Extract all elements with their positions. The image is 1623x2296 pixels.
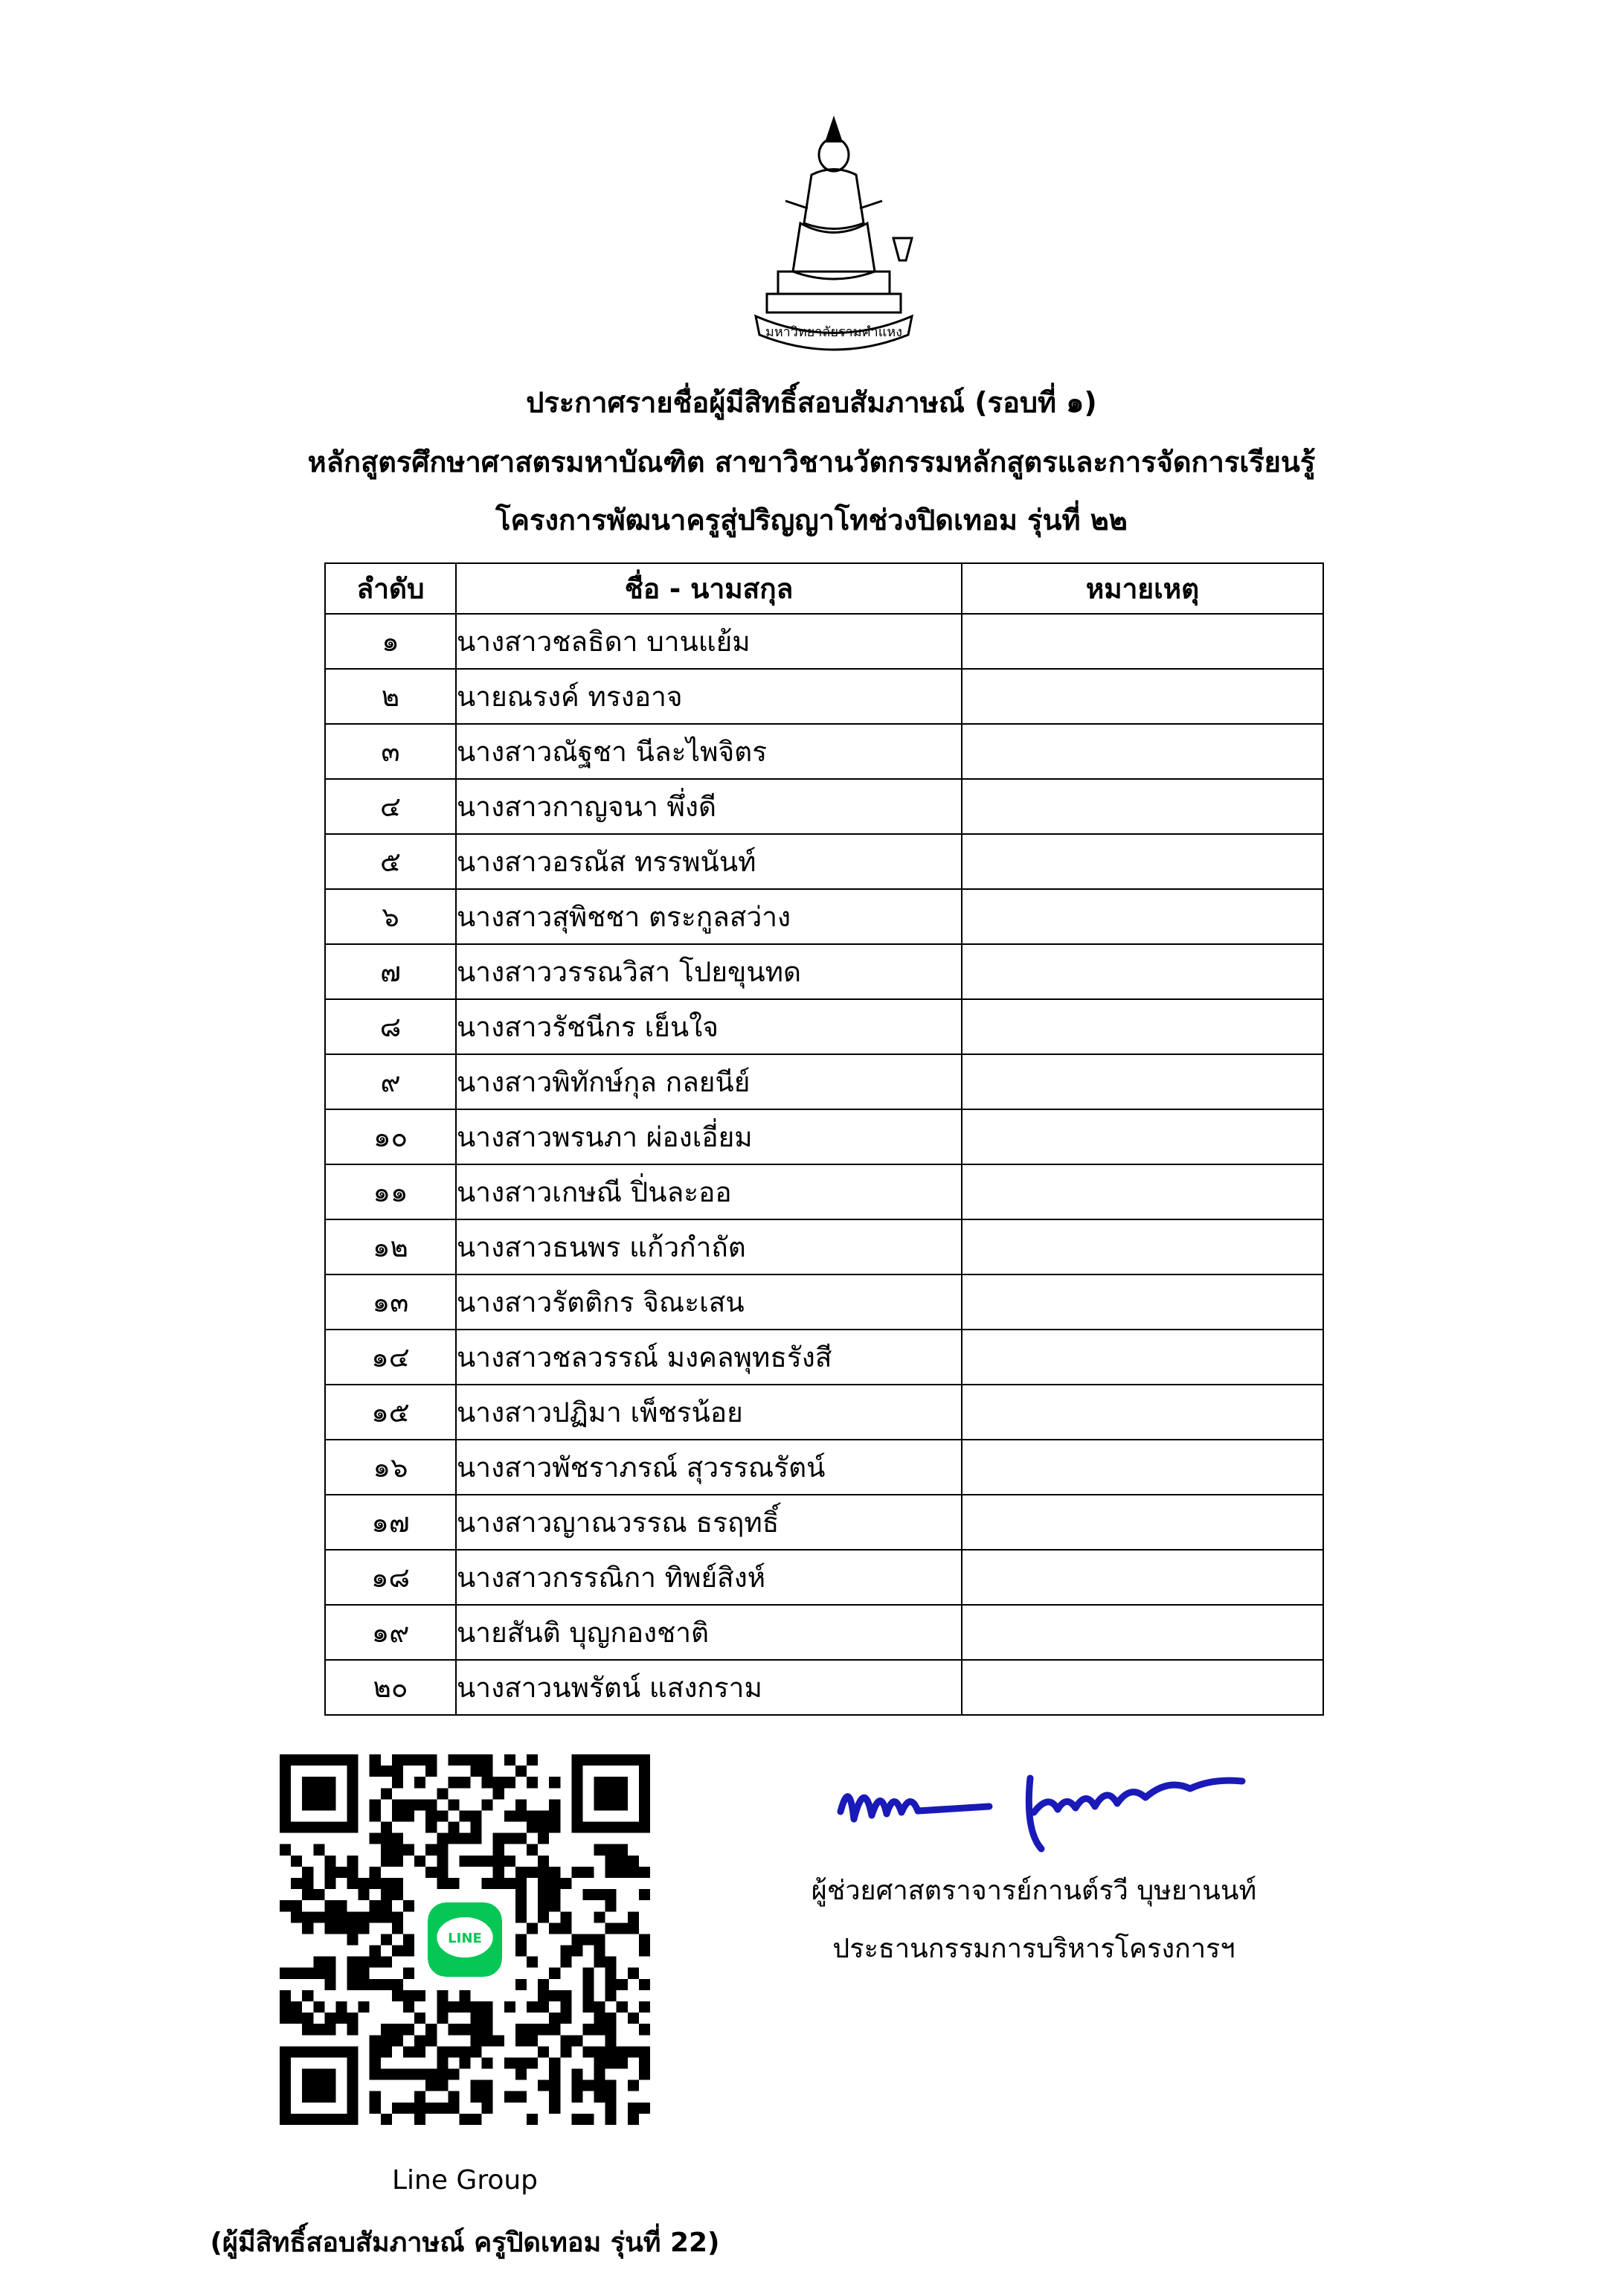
table-row: [325, 1440, 1323, 1495]
no-cell: ๑๘: [325, 1550, 456, 1605]
note-cell: [962, 1219, 1323, 1274]
note-cell: [962, 1054, 1323, 1109]
table-row: [325, 1385, 1323, 1440]
note-cell: [962, 1274, 1323, 1330]
name-cell: นางสาวชลธิดา บานแย้ม: [456, 614, 962, 669]
no-cell: ๗: [325, 944, 456, 999]
qr-note: (ผู้มีสิทธิ์สอบสัมภาษณ์ ครูปิดเทอม รุ่นที่ 22): [210, 2228, 720, 2258]
table-row: [325, 1164, 1323, 1219]
table-header-row: [325, 563, 1323, 614]
note-cell: [962, 1109, 1323, 1164]
table-row: [325, 944, 1323, 999]
column-header-note: หมายเหตุ: [962, 563, 1323, 614]
name-cell: นายณรงค์ ทรงอาจ: [456, 669, 962, 724]
note-cell: [962, 1330, 1323, 1385]
no-cell: ๑๖: [325, 1440, 456, 1495]
table-row: [325, 1054, 1323, 1109]
table-row: [325, 1274, 1323, 1330]
name-cell: นายสันติ บุญกองชาติ: [456, 1605, 962, 1660]
no-cell: ๖: [325, 889, 456, 944]
candidate-table: [324, 562, 1324, 1716]
no-cell: ๑๕: [325, 1385, 456, 1440]
table-row: [325, 1550, 1323, 1605]
no-cell: ๔: [325, 779, 456, 834]
name-cell: นางสาวปฏิมา เพ็ชรน้อย: [456, 1385, 962, 1440]
note-cell: [962, 779, 1323, 834]
note-cell: [962, 889, 1323, 944]
name-cell: นางสาวชลวรรณ์ มงคลพุทธรังสี: [456, 1330, 962, 1385]
table-row: [325, 999, 1323, 1054]
no-cell: ๑๓: [325, 1274, 456, 1330]
signer-name: ผู้ช่วยศาสตราจารย์กานต์รวี บุษยานนท์: [811, 1876, 1257, 1906]
name-cell: นางสาวญาณวรรณ ธรฤทธิ์: [456, 1495, 962, 1550]
no-cell: ๑๗: [325, 1495, 456, 1550]
no-cell: ๑๙: [325, 1605, 456, 1660]
name-cell: นางสาวณัฐชา นีละไพจิตร: [456, 724, 962, 779]
note-cell: [962, 614, 1323, 669]
name-cell: นางสาววรรณวิสา โปยขุนทด: [456, 944, 962, 999]
name-cell: นางสาวกาญจนา พึ่งดี: [456, 779, 962, 834]
note-cell: [962, 944, 1323, 999]
table-row: [325, 834, 1323, 889]
line-group-qr-code[interactable]: [280, 1754, 650, 2125]
note-cell: [962, 724, 1323, 779]
no-cell: ๑๒: [325, 1219, 456, 1274]
note-cell: [962, 669, 1323, 724]
no-cell: ๒: [325, 669, 456, 724]
project-title: โครงการพัฒนาครูสู่ปริญญาโทช่วงปิดเทอม รุ่นที่ ๒๒: [495, 504, 1128, 536]
name-cell: นางสาวนพรัตน์ แสงกราม: [456, 1660, 962, 1715]
table-row: [325, 1330, 1323, 1385]
name-cell: นางสาวธนพร แก้วกำถัต: [456, 1219, 962, 1274]
university-seal: [733, 112, 934, 357]
name-cell: นางสาวรัตติกร จิณะเสน: [456, 1274, 962, 1330]
no-cell: ๒๐: [325, 1660, 456, 1715]
table-row: [325, 1219, 1323, 1274]
note-cell: [962, 1385, 1323, 1440]
column-header-order: ลำดับ: [325, 563, 456, 614]
note-cell: [962, 1440, 1323, 1495]
note-cell: [962, 1550, 1323, 1605]
name-cell: นางสาวพิทักษ์กุล กลยนีย์: [456, 1054, 962, 1109]
table-row: [325, 614, 1323, 669]
no-cell: ๕: [325, 834, 456, 889]
note-cell: [962, 1605, 1323, 1660]
table-row: [325, 779, 1323, 834]
no-cell: ๑๑: [325, 1164, 456, 1219]
name-cell: นางสาวสุพิชชา ตระกูลสว่าง: [456, 889, 962, 944]
table-row: [325, 1660, 1323, 1715]
line-logo-text: LINE: [448, 1930, 482, 1946]
column-header-name: ชื่อ - นามสกุล: [456, 563, 962, 614]
no-cell: ๓: [325, 724, 456, 779]
no-cell: ๘: [325, 999, 456, 1054]
table-row: [325, 724, 1323, 779]
program-title: หลักสูตรศึกษาศาสตรมหาบัณฑิต สาขาวิชานวัตกรรมหลักสูตรและการจัดการเรียนรู้: [307, 446, 1316, 478]
note-cell: [962, 1660, 1323, 1715]
name-cell: นางสาวอรณัส ทรรพนันท์: [456, 834, 962, 889]
signer-position: ประธานกรรมการบริหารโครงการฯ: [832, 1934, 1235, 1964]
no-cell: ๑: [325, 614, 456, 669]
note-cell: [962, 834, 1323, 889]
name-cell: นางสาวรัชนีกร เย็นใจ: [456, 999, 962, 1054]
announcement-title: ประกาศรายชื่อผู้มีสิทธิ์สอบสัมภาษณ์ (รอบที่ ๑): [526, 386, 1097, 419]
table-row: [325, 1605, 1323, 1660]
table-row: [325, 889, 1323, 944]
name-cell: นางสาวพัชราภรณ์ สุวรรณรัตน์: [456, 1440, 962, 1495]
seal-label: มหาวิทยาลัยรามคำแหง: [765, 324, 903, 340]
no-cell: ๑๔: [325, 1330, 456, 1385]
table-row: [325, 1495, 1323, 1550]
note-cell: [962, 999, 1323, 1054]
handwritten-signature: [818, 1748, 1250, 1860]
name-cell: นางสาวพรนภา ผ่องเอี่ยม: [456, 1109, 962, 1164]
name-cell: นางสาวกรรณิกา ทิพย์สิงห์: [456, 1550, 962, 1605]
no-cell: ๑๐: [325, 1109, 456, 1164]
qr-caption: Line Group: [391, 2165, 539, 2196]
table-row: [325, 1109, 1323, 1164]
note-cell: [962, 1164, 1323, 1219]
note-cell: [962, 1495, 1323, 1550]
table-row: [325, 669, 1323, 724]
name-cell: นางสาวเกษณี ปิ่นละออ: [456, 1164, 962, 1219]
no-cell: ๙: [325, 1054, 456, 1109]
